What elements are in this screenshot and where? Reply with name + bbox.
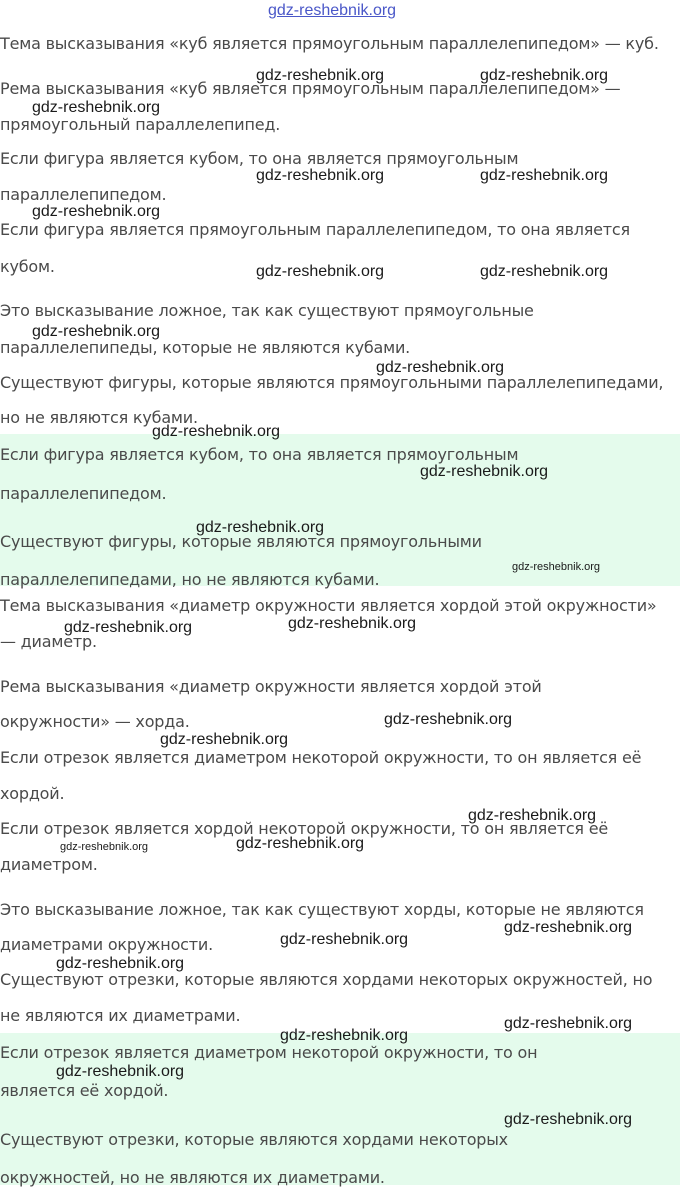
text-line: но не являются кубами. (0, 408, 198, 427)
watermark-small: gdz-reshebnik.org (512, 561, 601, 573)
watermark: gdz-reshebnik.org (288, 615, 417, 632)
watermark: gdz-reshebnik.org (468, 807, 597, 824)
watermark: gdz-reshebnik.org (64, 619, 193, 636)
watermark: gdz-reshebnik.org (256, 263, 385, 280)
watermark: gdz-reshebnik.org (196, 519, 325, 536)
text-line: Если фигура является прямоугольным параллелепипедом, то она является (0, 220, 630, 239)
text-line: прямоугольный параллелепипед. (0, 115, 281, 134)
watermark: gdz-reshebnik.org (384, 711, 513, 728)
text-line: параллелепипедом. (0, 185, 167, 204)
watermark-header-link[interactable]: gdz-reshebnik.org (268, 2, 397, 19)
text-line: Тема высказывания «диаметр окружности является хордой этой окружности» (0, 596, 657, 615)
watermark-small: gdz-reshebnik.org (60, 841, 149, 853)
watermark: gdz-reshebnik.org (504, 919, 633, 936)
watermark: gdz-reshebnik.org (32, 203, 161, 220)
watermark: gdz-reshebnik.org (280, 1027, 409, 1044)
watermark: gdz-reshebnik.org (56, 1063, 185, 1080)
watermark: gdz-reshebnik.org (160, 731, 289, 748)
watermark: gdz-reshebnik.org (236, 835, 365, 852)
watermark: gdz-reshebnik.org (420, 463, 549, 480)
answer-line: Существуют отрезки, которые являются хордами некоторых (0, 1130, 508, 1149)
answer-line: параллелепипедом. (0, 484, 167, 503)
answer-line: является её хордой. (0, 1081, 169, 1100)
answer-line: Если отрезок является диаметром некоторой окружности, то он (0, 1043, 538, 1062)
text-line: окружности» — хорда. (0, 712, 190, 731)
watermark: gdz-reshebnik.org (32, 99, 161, 116)
text-line: диаметрами окружности. (0, 935, 213, 954)
watermark: gdz-reshebnik.org (256, 167, 385, 184)
text-line: параллелепипеды, которые не являются кубами. (0, 338, 411, 357)
watermark: gdz-reshebnik.org (504, 1015, 633, 1032)
watermark: gdz-reshebnik.org (256, 67, 385, 84)
watermark: gdz-reshebnik.org (280, 931, 409, 948)
text-line: Рема высказывания «диаметр окружности является хордой этой (0, 677, 542, 696)
watermark: gdz-reshebnik.org (152, 423, 281, 440)
watermark: gdz-reshebnik.org (56, 955, 185, 972)
text-line: Это высказывание ложное, так как существуют прямоугольные (0, 301, 534, 320)
text-line: Тема высказывания «куб является прямоугольным параллелепипедом» — куб. (0, 34, 659, 53)
text-line: Это высказывание ложное, так как существуют хорды, которые не являются (0, 900, 644, 919)
text-line: Рема высказывания «куб является прямоугольным параллелепипедом» — (0, 79, 621, 98)
text-line: Если фигура является кубом, то она является прямоугольным (0, 149, 519, 168)
text-line: Если отрезок является хордой некоторой окружности, то он является её (0, 819, 609, 838)
watermark: gdz-reshebnik.org (32, 323, 161, 340)
text-line: — диаметр. (0, 632, 97, 651)
answer-line: Существуют фигуры, которые являются прямоугольными (0, 532, 482, 551)
watermark: gdz-reshebnik.org (480, 263, 609, 280)
text-line: диаметром. (0, 855, 98, 874)
watermark: gdz-reshebnik.org (480, 167, 609, 184)
text-line: Если отрезок является диаметром некоторой окружности, то он является её (0, 748, 642, 767)
watermark: gdz-reshebnik.org (376, 359, 505, 376)
watermark: gdz-reshebnik.org (504, 1111, 633, 1128)
answer-line: Если фигура является кубом, то она является прямоугольным (0, 445, 519, 464)
text-line: кубом. (0, 257, 55, 276)
text-line: Существуют отрезки, которые являются хордами некоторых окружностей, но (0, 970, 653, 989)
answer-line: окружностей, но не являются их диаметрами. (0, 1168, 385, 1187)
text-line: Существуют фигуры, которые являются прямоугольными параллелепипедами, (0, 373, 664, 392)
text-line: не являются их диаметрами. (0, 1006, 241, 1025)
text-line: хордой. (0, 784, 65, 803)
answer-line: параллелепипедами, но не являются кубами. (0, 570, 380, 589)
watermark: gdz-reshebnik.org (480, 67, 609, 84)
